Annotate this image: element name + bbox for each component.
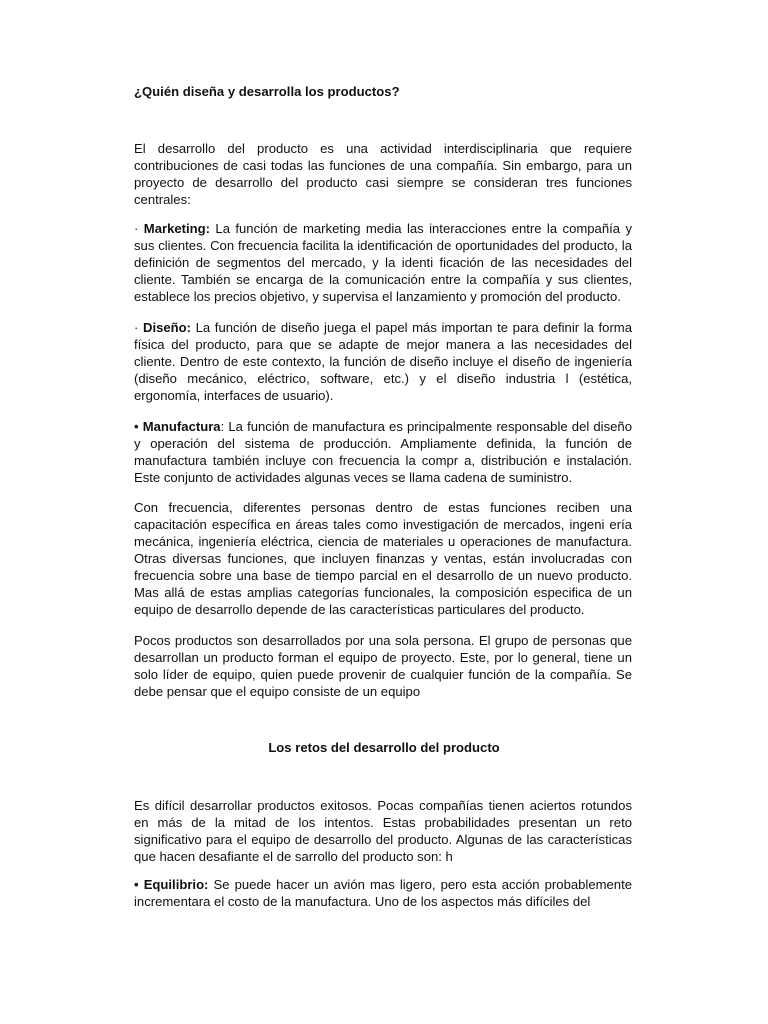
bullet-marker: ·	[134, 320, 143, 335]
bullet-marker: ·	[134, 221, 144, 236]
bullet-marker: •	[134, 419, 143, 434]
diseno-paragraph	[134, 319, 632, 404]
page-title: ¿Quién diseña y desarrolla los productos?	[134, 84, 400, 99]
manufactura-text: : La función de manufactura es principalmente responsable del diseño y operación del sistema de producción. Ampliamente definida, la función de manufactura también incluye con frecuencia la compr a, distribución e instalación. Este conjunto de actividades algunas veces se llama cadena de suministro.	[134, 419, 632, 485]
diseno-label: Diseño:	[142, 320, 191, 335]
marketing-paragraph	[134, 220, 632, 305]
bullet-marker: •	[134, 877, 144, 892]
retos-paragraph: Es difícil desarrollar productos exitosos. Pocas compañías tienen aciertos rotundos en más de la mitad de los intentos. Estas probabilidades presentan un reto significativo para el equipo de desarrollo del producto. Algunas de las características que hacen desafiante el de sarrollo del producto son: h	[134, 798, 632, 864]
equilibrio-label: Equilibrio:	[143, 877, 209, 892]
manufactura-paragraph	[134, 418, 632, 486]
equilibrio-paragraph	[134, 876, 632, 910]
frecuencia-paragraph: Con frecuencia, diferentes personas dentro de estas funciones reciben una capacitación específica en áreas tales como investigación de mercados, ingeni ería mecánica, ingeniería eléctrica, ciencia de materiales u operaciones de manufactura. Otras diversas funciones, que incluyen finanzas y ventas, están involucradas con frecuencia sobre una base de tiempo parcial en el desarrollo de un nuevo producto. Mas allá de estas amplias categorías funcionales, la composición especifica de un equipo de desarrollo depende de las características particulares del producto.	[134, 500, 632, 617]
marketing-label: Marketing:	[143, 221, 210, 236]
marketing-text: La función de marketing media las interacciones entre la compañía y sus clientes. Con frecuencia facilita la identificación de oportunidades del producto, la definición de segmentos del mercado, y la identi ficación de las necesidades del cliente. También se encarga de la comunicación entre la compañía y sus clientes, establece los precios objetivo, y supervisa el lanzamiento y promoción del producto.	[134, 221, 632, 304]
diseno-text: La función de diseño juega el papel más importan te para definir la forma física del producto, para que se adapte de mejor manera a las necesidades del cliente. Dentro de este contexto, la función de diseño incluye el diseño de ingeniería (diseño mecánico, eléctrico, software, etc.) y el diseño industria l (estética, ergonomía, interfaces de usuario).	[134, 320, 632, 403]
equipo-paragraph: Pocos productos son desarrollados por una sola persona. El grupo de personas que desarrollan un producto forman el equipo de proyecto. Este, por lo general, tiene un solo líder de equipo, quien puede provenir de cualquier función de la compañía. Se debe pensar que el equipo consiste de un equipo	[134, 633, 632, 699]
intro-paragraph: El desarrollo del producto es una actividad interdisciplinaria que requiere contribuciones de casi todas las funciones de una compañía. Sin embargo, para un proyecto de desarrollo del producto casi siempre se consideran tres funciones centrales:	[134, 141, 632, 207]
equilibrio-text: Se puede hacer un avión mas ligero, pero esta acción probablemente incrementara el costo de la manufactura. Uno de los aspectos más difíciles del	[134, 877, 632, 909]
section-title: Los retos del desarrollo del producto	[268, 740, 500, 755]
manufactura-label: Manufactura	[142, 419, 221, 434]
